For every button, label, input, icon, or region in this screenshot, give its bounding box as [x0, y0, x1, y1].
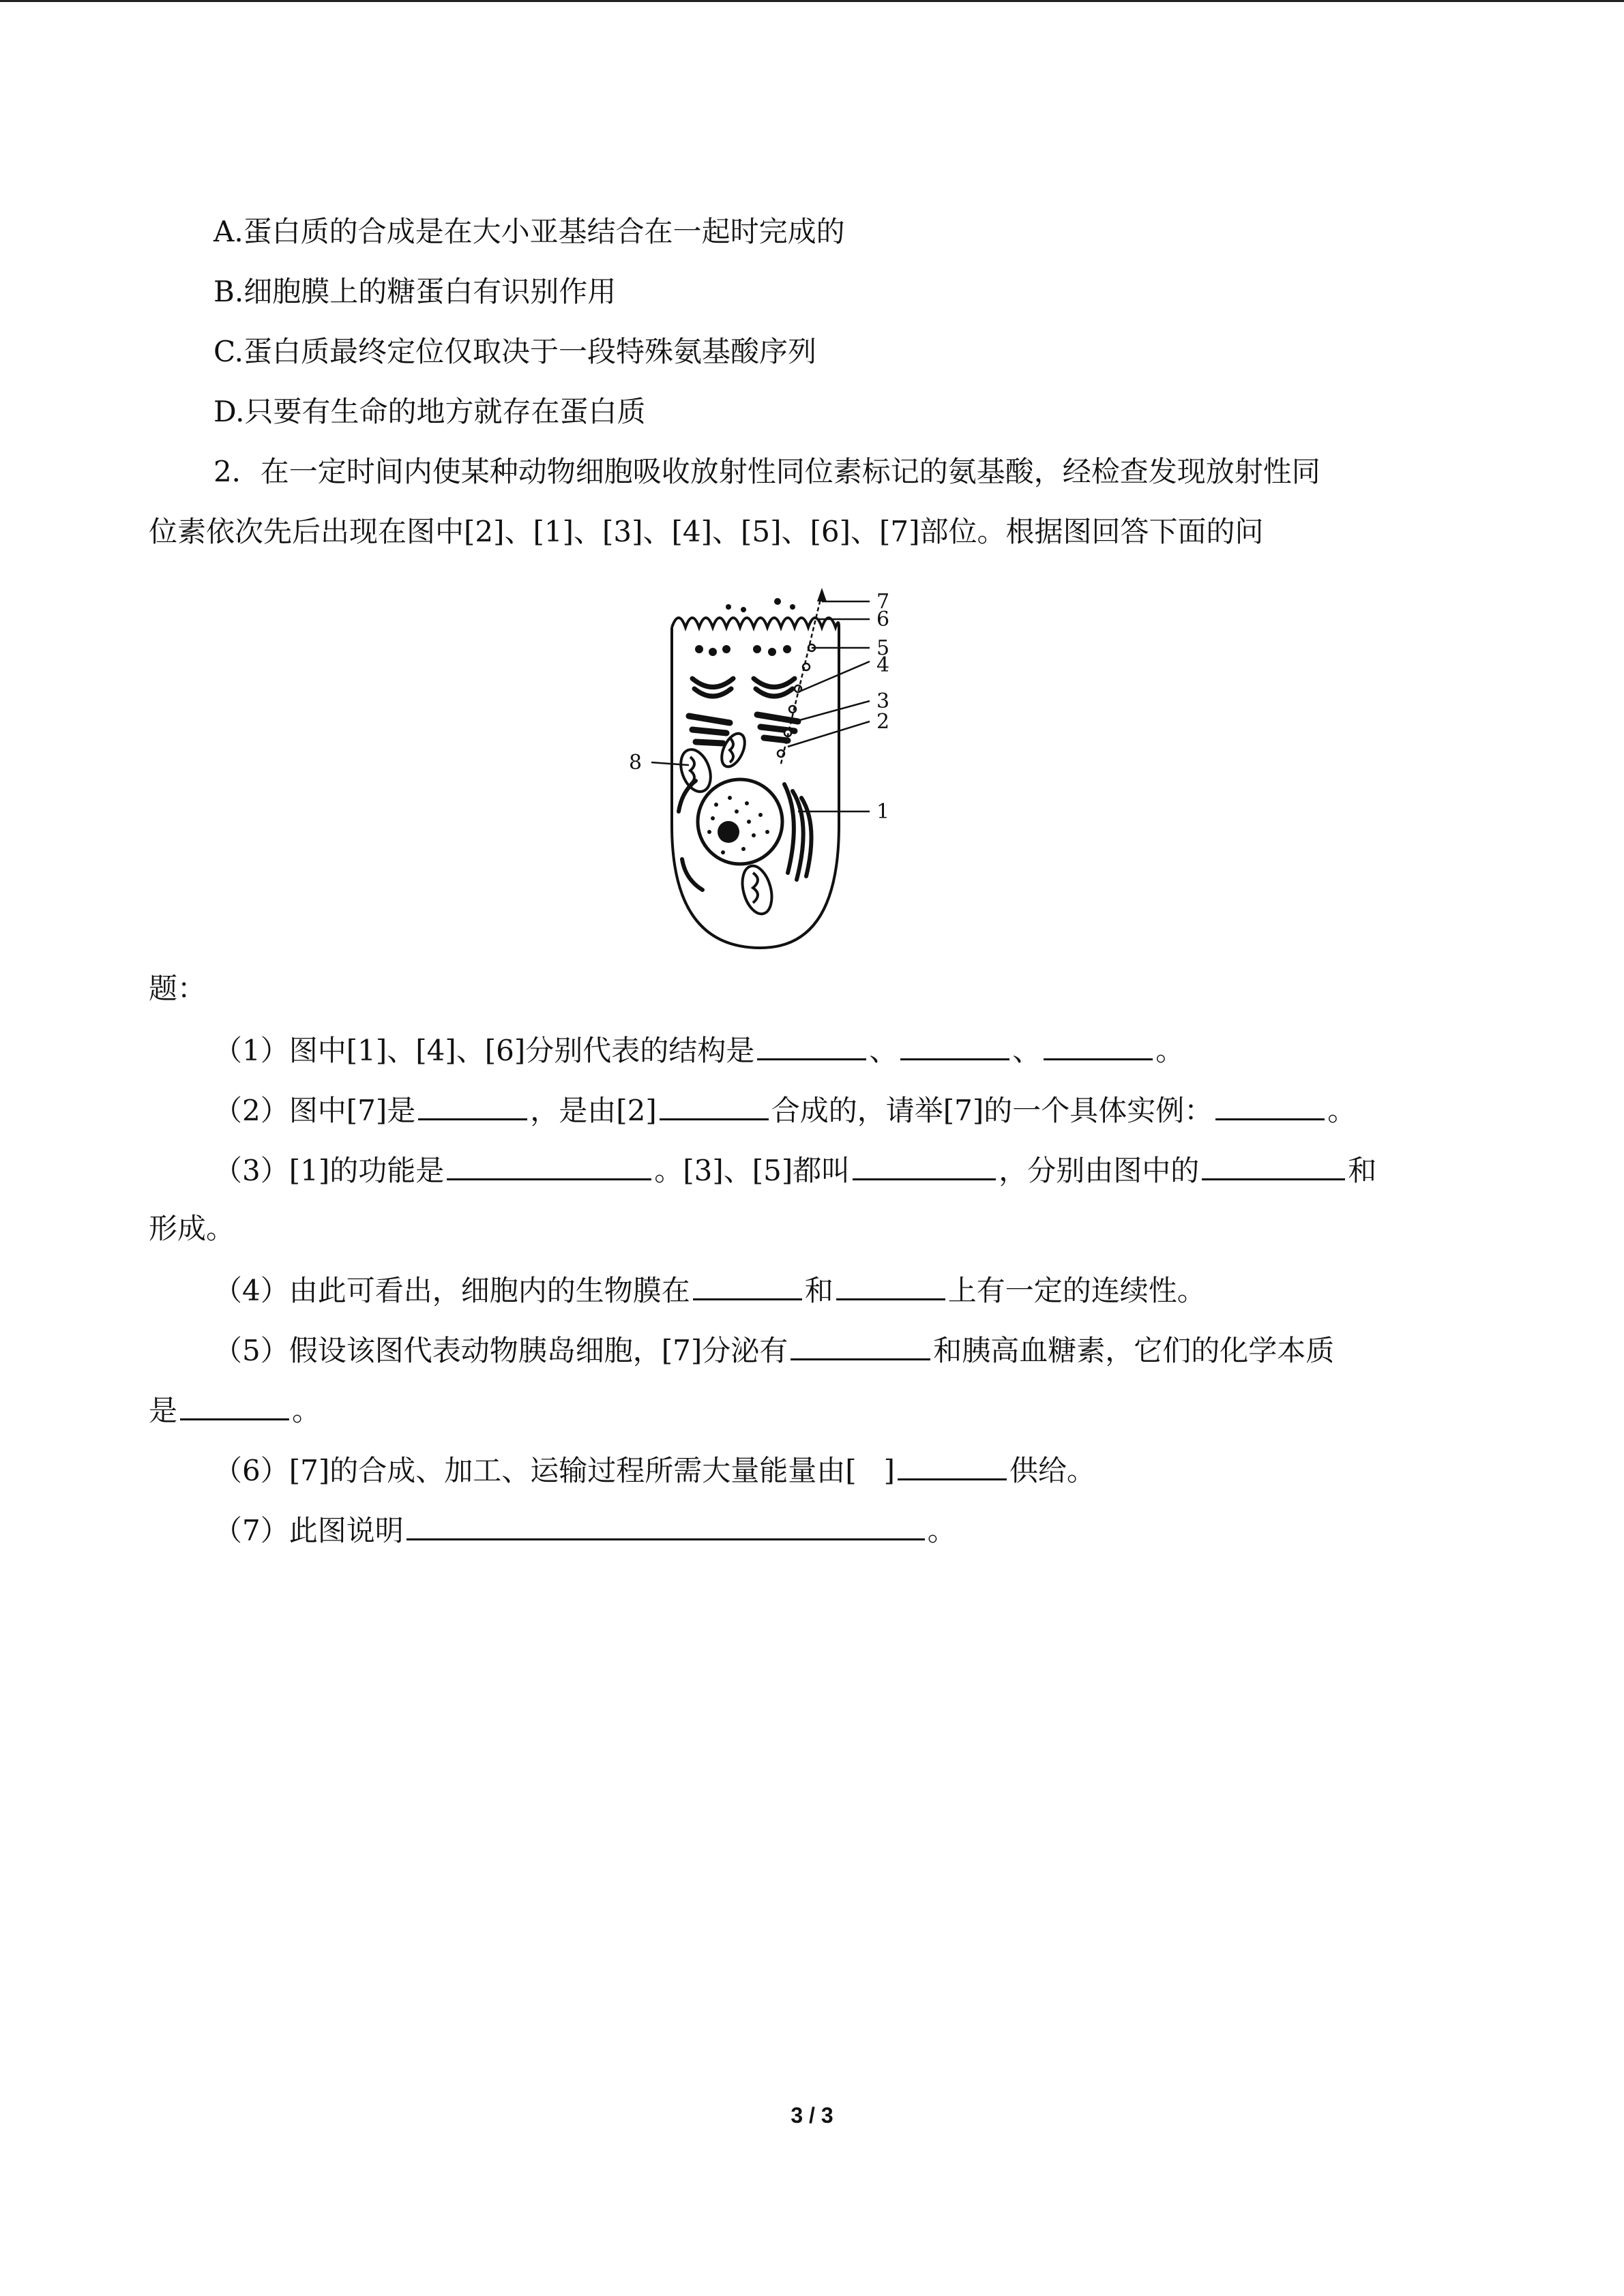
label-7: 7 — [876, 590, 890, 614]
q2-blank-1[interactable] — [418, 1088, 527, 1120]
q5-text-3: 是 — [149, 1394, 178, 1427]
sub-question-2 — [213, 1088, 1356, 1131]
sub-question-4 — [213, 1268, 1206, 1311]
label-3: 3 — [876, 689, 890, 713]
q2-blank-2[interactable] — [660, 1088, 769, 1120]
question2-stem-line2: 位素依次先后出现在图中[2]、[1]、[3]、[4]、[5]、[6]、[7]部位。根据图回答下面的问 — [149, 515, 1264, 548]
q4-blank-1[interactable] — [693, 1268, 802, 1300]
q1-blank-3[interactable] — [1044, 1028, 1153, 1060]
label-6: 6 — [876, 608, 890, 631]
q1-sep-1: 、 — [869, 1034, 898, 1067]
q3-blank-3[interactable] — [1202, 1148, 1345, 1180]
q3-text: （3）[1]的功能是 — [213, 1154, 445, 1187]
q1-sep-2: 、 — [1012, 1034, 1042, 1067]
q6-blank-1[interactable] — [898, 1448, 1007, 1480]
option-a: A.蛋白质的合成是在大小亚基结合在一起时完成的 — [213, 215, 845, 248]
sub-question-7 — [213, 1508, 956, 1551]
label-5: 5 — [876, 636, 890, 660]
sub-question-6 — [213, 1448, 1095, 1491]
q2-text: （2）图中[7]是 — [213, 1094, 416, 1127]
q2-text-2: ，是由[2] — [530, 1094, 657, 1127]
q7-text: （7）此图说明 — [213, 1514, 404, 1547]
q6-bracket-close: ] — [883, 1454, 895, 1487]
q6-text-2: 供给。 — [1009, 1454, 1096, 1487]
q5-text-2: 和胰高血糖素，它们的化学本质 — [933, 1334, 1335, 1367]
q5-blank-1[interactable] — [791, 1328, 930, 1360]
label-4: 4 — [876, 653, 890, 677]
q7-end: 。 — [927, 1514, 956, 1547]
q3-blank-1[interactable] — [447, 1148, 651, 1180]
option-c: C.蛋白质最终定位仅取决于一段特殊氨基酸序列 — [213, 335, 816, 368]
q1-blank-2[interactable] — [900, 1028, 1009, 1060]
q3-text-2: 。[3]、[5]都叫 — [654, 1154, 851, 1187]
q2-end: 。 — [1327, 1094, 1357, 1127]
q3-blank-2[interactable] — [853, 1148, 996, 1180]
q3-text-3: ，分别由图中的 — [999, 1154, 1200, 1187]
q7-blank-1[interactable] — [407, 1508, 925, 1540]
option-d: D.只要有生命的地方就存在蛋白质 — [213, 395, 646, 428]
sub-question-3-cont: 形成。 — [149, 1212, 235, 1245]
option-b: B.细胞膜上的糖蛋白有识别作用 — [213, 275, 617, 308]
q4-text-2: 和 — [804, 1274, 833, 1307]
q6-text: （6）[7]的合成、加工、运输过程所需大量能量由[ — [213, 1454, 857, 1487]
label-1: 1 — [876, 800, 890, 824]
label-2: 2 — [876, 710, 890, 734]
top-border — [0, 0, 1624, 2]
q5-blank-2[interactable] — [180, 1388, 289, 1420]
q1-blank-1[interactable] — [757, 1028, 866, 1060]
sub-question-1 — [213, 1028, 1184, 1071]
sub-question-3 — [213, 1148, 1376, 1191]
q5-text: （5）假设该图代表动物胰岛细胞，[7]分泌有 — [213, 1334, 788, 1367]
q1-end: 。 — [1155, 1034, 1185, 1067]
q2-text-3: 合成的，请举[7]的一个具体实例： — [771, 1094, 1213, 1127]
cell-diagram — [614, 586, 914, 955]
q4-text: （4）由此可看出，细胞内的生物膜在 — [213, 1274, 690, 1307]
label-8: 8 — [629, 751, 643, 775]
q1-text: （1）图中[1]、[4]、[6]分别代表的结构是 — [213, 1034, 755, 1067]
q4-text-3: 上有一定的连续性。 — [947, 1274, 1206, 1307]
sub-question-5-cont — [149, 1388, 321, 1431]
page-number: 3 / 3 — [791, 2103, 833, 2128]
sub-question-5 — [213, 1328, 1334, 1371]
q2-blank-3[interactable] — [1215, 1088, 1325, 1120]
q5-end: 。 — [292, 1394, 321, 1427]
question2-stem-line1: 2．在一定时间内使某种动物细胞吸收放射性同位素标记的氨基酸，经检查发现放射性同 — [213, 455, 1320, 488]
q3-text-4: 和 — [1348, 1154, 1377, 1187]
q4-blank-2[interactable] — [836, 1268, 945, 1300]
question2-stem-line3: 题： — [149, 972, 207, 1005]
